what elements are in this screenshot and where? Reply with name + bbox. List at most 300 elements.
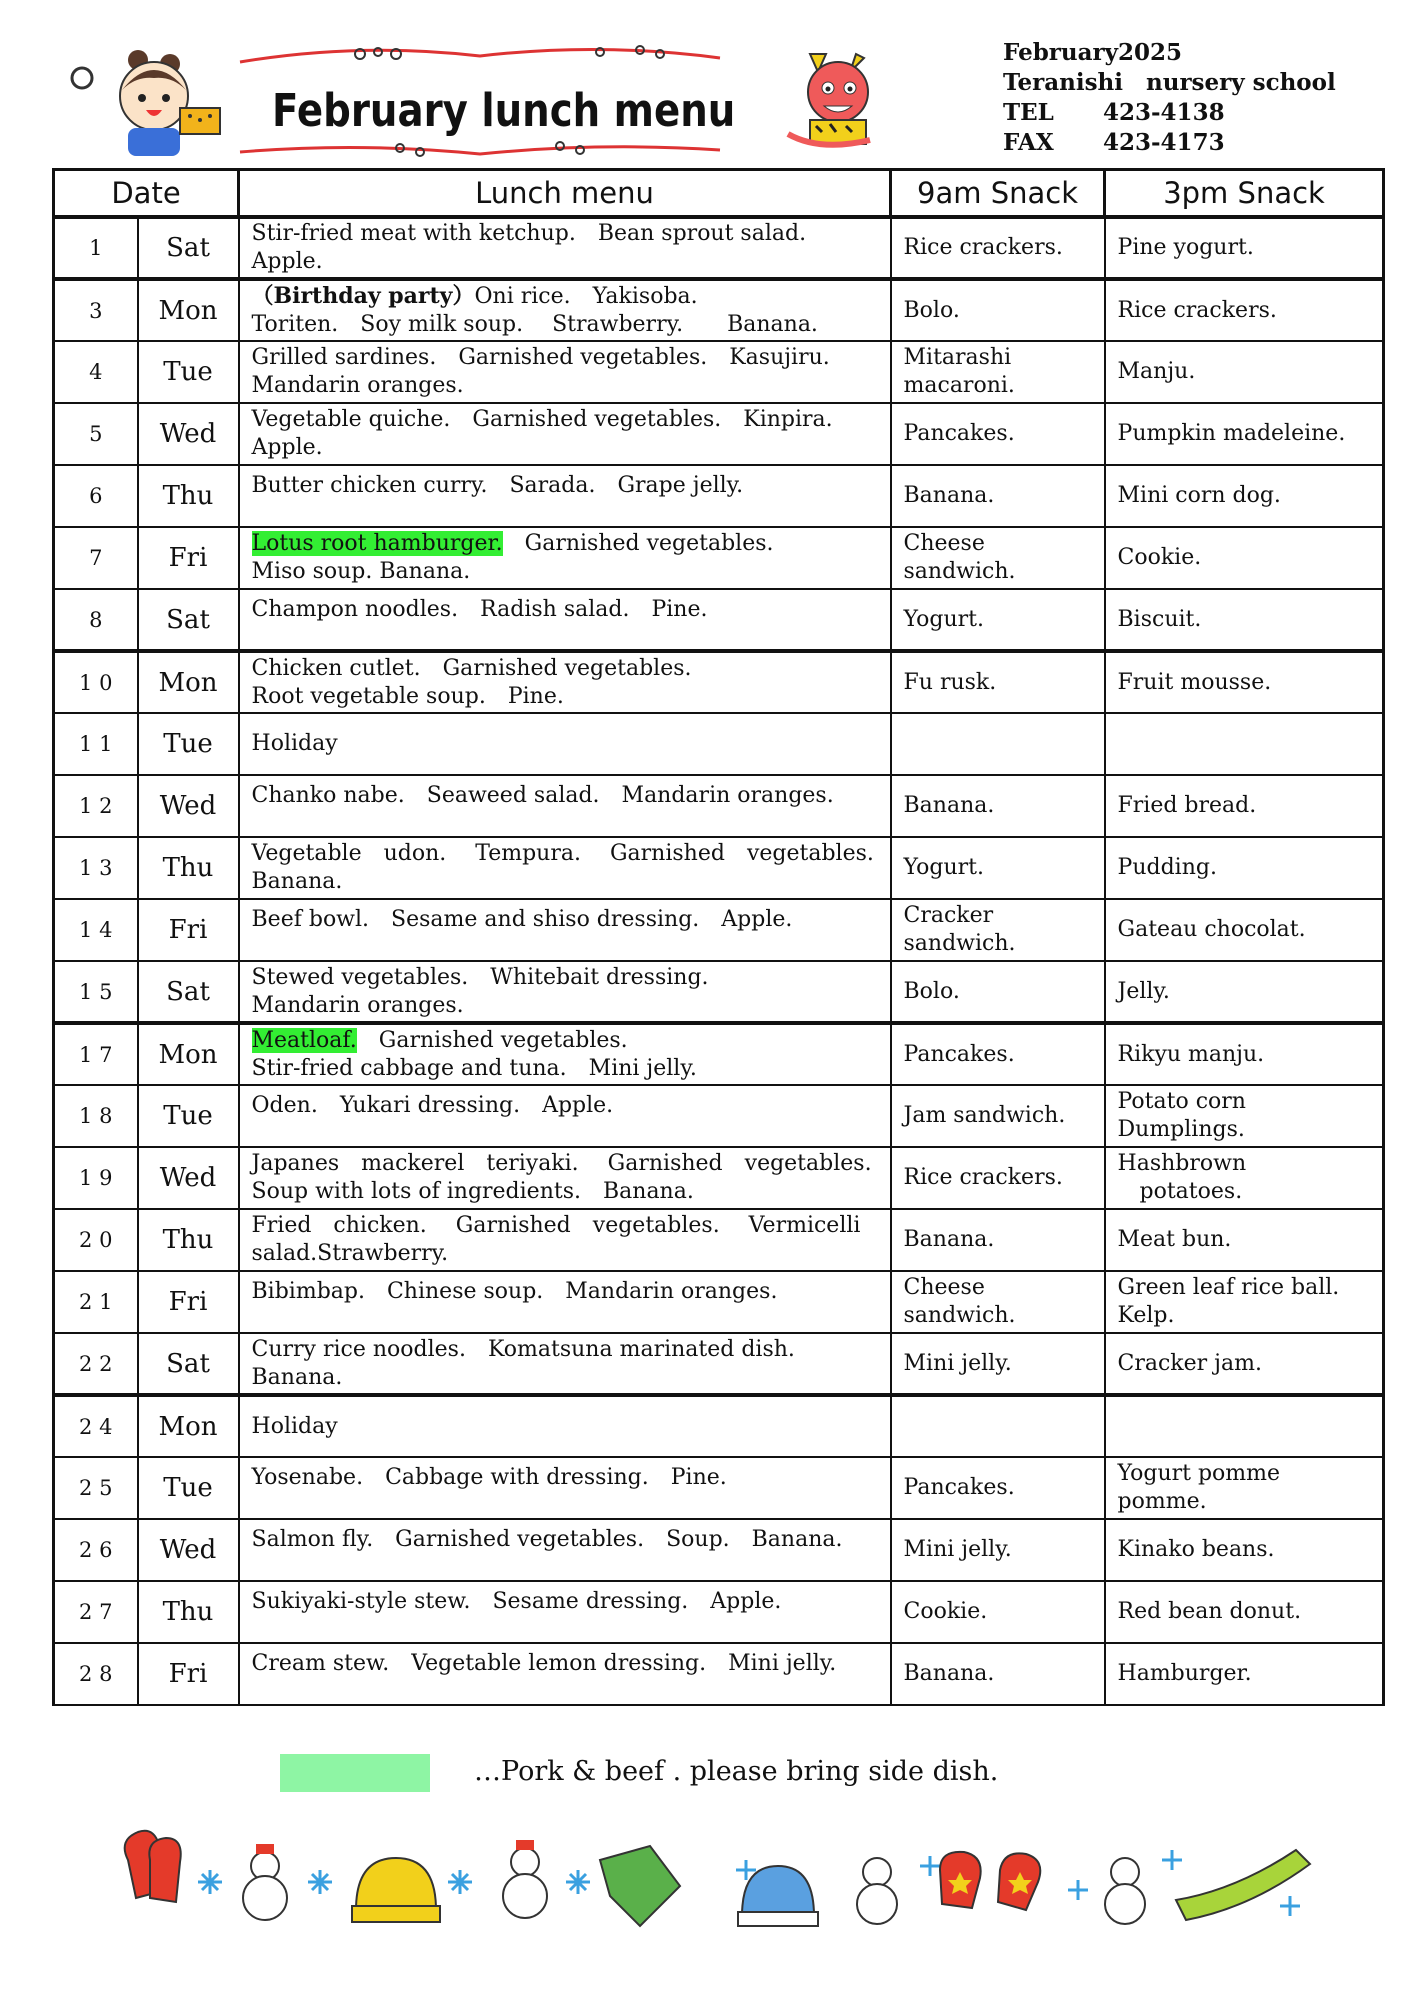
pm-snack: Cookie. bbox=[1117, 545, 1202, 570]
date-number-cell bbox=[54, 961, 138, 1023]
lunch-line-1 bbox=[252, 344, 878, 372]
table-header-row bbox=[54, 170, 1384, 218]
lunch-line-1 bbox=[252, 840, 878, 868]
am-snack-cell bbox=[891, 217, 1105, 279]
weekday: Fri bbox=[168, 1659, 208, 1689]
am-snack-cell bbox=[891, 775, 1105, 837]
pm-snack: Cracker jam. bbox=[1117, 1350, 1262, 1376]
birthday-party-label: （Birthday party） bbox=[251, 283, 475, 309]
date-number: 4 bbox=[89, 360, 103, 384]
lunch-line-2 bbox=[252, 1055, 878, 1083]
page-header bbox=[0, 0, 1413, 170]
pm-snack-cell bbox=[1105, 651, 1384, 713]
weekday: Sat bbox=[166, 1348, 210, 1379]
am-snack-cell bbox=[891, 403, 1105, 465]
am-snack-cell bbox=[891, 1581, 1105, 1643]
table-row bbox=[54, 403, 1384, 465]
pm-snack-cell bbox=[1105, 1581, 1384, 1643]
lunch-cell bbox=[239, 217, 891, 279]
lunch-text: Chanko nabe. Seaweed salad. Mandarin oranges. bbox=[251, 783, 834, 808]
date-number: 7 bbox=[89, 546, 103, 570]
lunch-line-2 bbox=[252, 1240, 878, 1268]
lunch-text: Vegetable quiche. Garnished vegetables. Kinpira. bbox=[251, 407, 833, 432]
oni-icon bbox=[760, 44, 910, 164]
lunch-line-1 bbox=[252, 472, 878, 500]
weekday-cell bbox=[138, 465, 239, 527]
lunch-text: Vegetable udon. Tempura. Garnished vegetables. bbox=[251, 841, 874, 866]
weekday: Fri bbox=[168, 543, 208, 573]
date-number-cell bbox=[54, 1457, 138, 1519]
weekday-cell bbox=[138, 1581, 239, 1643]
pm-snack: Hamburger. bbox=[1117, 1661, 1252, 1686]
am-snack: Yogurt. bbox=[903, 606, 984, 632]
lunch-line-1 bbox=[252, 655, 878, 683]
table-row bbox=[54, 961, 1384, 1023]
lunch-cell bbox=[239, 1643, 891, 1705]
weekday-cell bbox=[138, 961, 239, 1023]
lunch-line-1 bbox=[252, 1588, 878, 1616]
weekday: Thu bbox=[162, 481, 214, 511]
lunch-text: Curry rice noodles. Komatsuna marinated dish. bbox=[251, 1336, 795, 1362]
lunch-text: Yosenabe. Cabbage with dressing. Pine. bbox=[251, 1465, 727, 1490]
lunch-line-2 bbox=[252, 311, 878, 339]
weekday-cell bbox=[138, 1209, 239, 1271]
knit-hat-icon bbox=[352, 1858, 818, 1926]
am-snack-cell bbox=[891, 589, 1105, 651]
weekday: Thu bbox=[162, 853, 214, 883]
am-snack-cell bbox=[891, 1147, 1105, 1209]
pm-snack: Jelly. bbox=[1117, 978, 1170, 1004]
lunch-line-2 bbox=[252, 434, 878, 462]
lunch-line-1 bbox=[252, 1650, 878, 1678]
table-row bbox=[54, 775, 1384, 837]
pm-snack-cell bbox=[1105, 713, 1384, 775]
date-number: 2 4 bbox=[79, 1414, 113, 1439]
pm-snack-cell bbox=[1105, 1271, 1384, 1333]
table-row bbox=[54, 651, 1384, 713]
lunch-cell bbox=[239, 1147, 891, 1209]
lunch-cell bbox=[239, 465, 891, 527]
weekday: Sat bbox=[166, 604, 210, 635]
table-body bbox=[54, 217, 1384, 1705]
lunch-cell bbox=[239, 961, 891, 1023]
fax-line bbox=[1003, 128, 1336, 158]
girl-icon bbox=[62, 50, 232, 160]
weekday: Tue bbox=[163, 1101, 213, 1131]
lunch-cell bbox=[239, 589, 891, 651]
lunch-line-2 bbox=[252, 992, 878, 1020]
legend-text: …Pork & beef . please bring side dish. bbox=[474, 1756, 999, 1787]
am-snack: Banana. bbox=[903, 483, 995, 508]
weekday: Tue bbox=[163, 357, 213, 387]
date-number-cell bbox=[54, 403, 138, 465]
date-number-cell bbox=[54, 837, 138, 899]
mitten-icon bbox=[125, 1831, 181, 1902]
lunch-line-1 bbox=[252, 964, 878, 992]
lunch-line-1 bbox=[252, 1413, 878, 1441]
date-number-cell bbox=[54, 899, 138, 961]
table-row bbox=[54, 837, 1384, 899]
lunch-text: Salmon fly. Garnished vegetables. Soup. Banana. bbox=[251, 1527, 843, 1552]
am-snack-cell bbox=[891, 1209, 1105, 1271]
lunch-line-2 bbox=[252, 558, 878, 586]
date-number: 1 2 bbox=[79, 794, 113, 818]
weekday-cell bbox=[138, 713, 239, 775]
lunch-text: Holiday bbox=[251, 731, 338, 756]
lunch-text: Butter chicken curry. Sarada. Grape jelly. bbox=[251, 473, 744, 498]
lunch-line-1 bbox=[252, 906, 878, 934]
snowman-hat bbox=[256, 1840, 534, 1854]
pm-snack: Pumpkin madeleine. bbox=[1117, 421, 1346, 446]
table-row bbox=[54, 279, 1384, 341]
pm-snack-cell bbox=[1105, 1023, 1384, 1085]
table-row bbox=[54, 465, 1384, 527]
lunch-text: Banana. bbox=[251, 869, 343, 894]
info-date: February2025 bbox=[1003, 39, 1183, 66]
pm-snack-cell bbox=[1105, 1085, 1384, 1147]
lunch-line-1 bbox=[252, 1336, 878, 1364]
lunch-text: Chicken cutlet. Garnished vegetables. bbox=[251, 655, 692, 681]
date-number-cell bbox=[54, 589, 138, 651]
date-number-cell bbox=[54, 1519, 138, 1581]
am-snack-cell bbox=[891, 1395, 1105, 1457]
am-snack: Pancakes. bbox=[903, 1041, 1015, 1067]
lunch-line-1 bbox=[252, 1092, 878, 1120]
am-snack: Cheese sandwich. bbox=[903, 1275, 1016, 1328]
pm-snack: Mini corn dog. bbox=[1117, 483, 1281, 508]
lunch-line-1 bbox=[252, 782, 878, 810]
lunch-line-1 bbox=[252, 1526, 878, 1554]
date-number-cell bbox=[54, 1023, 138, 1085]
lunch-line-1 bbox=[252, 1027, 878, 1055]
table-row bbox=[54, 527, 1384, 589]
lunch-menu-table bbox=[52, 168, 1385, 1706]
table-row bbox=[54, 217, 1384, 279]
date-number: 8 bbox=[89, 607, 103, 632]
pork-beef-dish: Lotus root hamburger. bbox=[251, 531, 503, 556]
table-row bbox=[54, 341, 1384, 403]
table-row bbox=[54, 1209, 1384, 1271]
weekday: Mon bbox=[158, 1411, 218, 1442]
date-number-cell bbox=[54, 1581, 138, 1643]
mitten-icon bbox=[940, 1852, 1040, 1910]
pm-snack: Meat bun. bbox=[1117, 1227, 1232, 1252]
date-number-cell bbox=[54, 1395, 138, 1457]
lunch-line-2 bbox=[252, 1364, 878, 1392]
am-snack-cell bbox=[891, 837, 1105, 899]
am-snack-cell bbox=[891, 1333, 1105, 1395]
col-pm-snack: 3pm Snack bbox=[1105, 170, 1384, 218]
am-snack: Banana. bbox=[903, 1227, 995, 1252]
am-snack: Cheese sandwich. bbox=[903, 531, 1016, 584]
table-row bbox=[54, 1147, 1384, 1209]
lunch-line-1 bbox=[252, 1278, 878, 1306]
pm-snack-cell bbox=[1105, 899, 1384, 961]
am-snack-cell bbox=[891, 1271, 1105, 1333]
lunch-line-1 bbox=[252, 406, 878, 434]
date-number: 3 bbox=[89, 298, 103, 323]
lunch-line-1 bbox=[252, 1212, 878, 1240]
pm-snack: Biscuit. bbox=[1117, 606, 1202, 632]
am-snack-cell bbox=[891, 1519, 1105, 1581]
am-snack-cell bbox=[891, 651, 1105, 713]
pm-snack-cell bbox=[1105, 1519, 1384, 1581]
date-number: 2 7 bbox=[79, 1600, 113, 1624]
lunch-text: Grilled sardines. Garnished vegetables. Kasujiru. bbox=[251, 345, 830, 370]
date-number: 2 0 bbox=[79, 1228, 113, 1252]
lunch-line-2 bbox=[252, 1178, 878, 1206]
lunch-cell bbox=[239, 1395, 891, 1457]
am-snack: Pancakes. bbox=[903, 1475, 1015, 1500]
weekday: Sat bbox=[166, 976, 210, 1007]
lunch-text: Oni rice. Yakisoba. bbox=[474, 284, 698, 309]
lunch-text: Champon noodles. Radish salad. Pine. bbox=[251, 597, 708, 622]
pm-snack-cell bbox=[1105, 1395, 1384, 1457]
lunch-line-1 bbox=[252, 220, 878, 248]
date-number-cell bbox=[54, 341, 138, 403]
pm-snack-cell bbox=[1105, 1209, 1384, 1271]
date-number-cell bbox=[54, 1333, 138, 1395]
weekday-cell bbox=[138, 217, 239, 279]
am-snack-cell bbox=[891, 279, 1105, 341]
date-number: 1 3 bbox=[79, 856, 113, 880]
tel-line bbox=[1003, 98, 1336, 128]
am-snack-cell bbox=[891, 341, 1105, 403]
date-number-cell bbox=[54, 1271, 138, 1333]
weekday: Thu bbox=[162, 1597, 214, 1627]
lunch-text: Toriten. Soy milk soup. Strawberry. Banana. bbox=[251, 312, 818, 337]
date-number-cell bbox=[54, 527, 138, 589]
date-number: 5 bbox=[89, 422, 103, 446]
weekday-cell bbox=[138, 651, 239, 713]
weekday: Wed bbox=[159, 1163, 217, 1193]
lunch-cell bbox=[239, 403, 891, 465]
lunch-text: Stir-fried cabbage and tuna. Mini jelly. bbox=[251, 1055, 697, 1081]
pm-snack: Pine yogurt. bbox=[1117, 235, 1254, 260]
winter-decoration-footer bbox=[0, 1820, 1413, 1940]
lunch-cell bbox=[239, 837, 891, 899]
pm-snack: Yogurt pomme pomme. bbox=[1117, 1461, 1281, 1514]
weekday-cell bbox=[138, 775, 239, 837]
date-number: 2 6 bbox=[79, 1538, 113, 1562]
lunch-text: Sukiyaki-style stew. Sesame dressing. Apple. bbox=[251, 1589, 782, 1614]
am-snack: Fu rusk. bbox=[903, 669, 997, 695]
lunch-text: Apple. bbox=[251, 249, 323, 274]
pm-snack-cell bbox=[1105, 775, 1384, 837]
pm-snack: Pudding. bbox=[1117, 855, 1217, 880]
lunch-cell bbox=[239, 341, 891, 403]
am-snack-cell bbox=[891, 899, 1105, 961]
weekday-cell bbox=[138, 1643, 239, 1705]
date-number: 1 0 bbox=[79, 670, 113, 695]
lunch-cell bbox=[239, 1457, 891, 1519]
pm-snack: Manju. bbox=[1117, 359, 1196, 384]
lunch-cell bbox=[239, 1085, 891, 1147]
am-snack-cell bbox=[891, 1457, 1105, 1519]
am-snack: Pancakes. bbox=[903, 421, 1015, 446]
table-row bbox=[54, 1395, 1384, 1457]
table-row bbox=[54, 1333, 1384, 1395]
lunch-text: Mandarin oranges. bbox=[251, 373, 464, 398]
table-row bbox=[54, 1271, 1384, 1333]
am-snack-cell bbox=[891, 1643, 1105, 1705]
pm-snack-cell bbox=[1105, 217, 1384, 279]
pm-snack: Potato corn Dumplings. bbox=[1117, 1089, 1246, 1142]
lunch-text: Garnished vegetables. bbox=[502, 531, 774, 556]
table-row bbox=[54, 589, 1384, 651]
lunch-line-2 bbox=[252, 248, 878, 276]
lunch-text: Root vegetable soup. Pine. bbox=[251, 683, 564, 709]
date-number-cell bbox=[54, 1209, 138, 1271]
weekday-cell bbox=[138, 341, 239, 403]
date-number-cell bbox=[54, 1643, 138, 1705]
lunch-line-1 bbox=[252, 730, 878, 758]
table-row bbox=[54, 713, 1384, 775]
lunch-text: salad.Strawberry. bbox=[251, 1241, 449, 1266]
date-number: 1 9 bbox=[79, 1166, 113, 1190]
col-date: Date bbox=[54, 170, 239, 218]
weekday-cell bbox=[138, 1333, 239, 1395]
weekday: Wed bbox=[159, 419, 217, 449]
weekday-cell bbox=[138, 1147, 239, 1209]
weekday-cell bbox=[138, 1023, 239, 1085]
date-number-cell bbox=[54, 775, 138, 837]
fax-value: 423-4173 bbox=[1103, 129, 1225, 156]
pm-snack: Red bean donut. bbox=[1117, 1599, 1302, 1624]
pm-snack: Rikyu manju. bbox=[1117, 1041, 1265, 1067]
am-snack: Cookie. bbox=[903, 1599, 988, 1624]
am-snack-cell bbox=[891, 713, 1105, 775]
am-snack: Mini jelly. bbox=[903, 1350, 1012, 1376]
am-snack-cell bbox=[891, 465, 1105, 527]
date-number: 1 1 bbox=[79, 732, 113, 756]
pm-snack-cell bbox=[1105, 341, 1384, 403]
weekday: Fri bbox=[168, 1287, 208, 1317]
pm-snack-cell bbox=[1105, 1457, 1384, 1519]
lunch-text: Beef bowl. Sesame and shiso dressing. Apple. bbox=[251, 907, 793, 932]
lunch-line-1 bbox=[252, 282, 878, 311]
table-row bbox=[54, 1085, 1384, 1147]
date-number: 1 5 bbox=[79, 979, 113, 1004]
am-snack: Banana. bbox=[903, 793, 995, 818]
am-snack-cell bbox=[891, 1023, 1105, 1085]
weekday: Mon bbox=[158, 1039, 218, 1070]
lunch-text: Mandarin oranges. bbox=[251, 992, 464, 1018]
date-number-cell bbox=[54, 1147, 138, 1209]
table-row bbox=[54, 899, 1384, 961]
date-number: 2 8 bbox=[79, 1662, 113, 1686]
lunch-cell bbox=[239, 527, 891, 589]
date-number-cell bbox=[54, 651, 138, 713]
am-snack-cell bbox=[891, 527, 1105, 589]
am-snack: Yogurt. bbox=[903, 855, 984, 880]
weekday: Wed bbox=[159, 1535, 217, 1565]
lunch-line-1 bbox=[252, 1150, 878, 1178]
lunch-cell bbox=[239, 1333, 891, 1395]
weekday: Wed bbox=[159, 791, 217, 821]
lunch-text: Garnished vegetables. bbox=[356, 1027, 628, 1053]
weekday-cell bbox=[138, 1519, 239, 1581]
am-snack: Bolo. bbox=[903, 297, 960, 323]
am-snack: Mini jelly. bbox=[903, 1537, 1012, 1562]
pm-snack-cell bbox=[1105, 465, 1384, 527]
pm-snack-cell bbox=[1105, 961, 1384, 1023]
tel-value: 423-4138 bbox=[1103, 99, 1225, 126]
legend-swatch bbox=[280, 1754, 430, 1792]
lunch-cell bbox=[239, 1271, 891, 1333]
date-number: 1 4 bbox=[79, 918, 113, 942]
pork-beef-dish: Meatloaf. bbox=[251, 1027, 357, 1053]
pm-snack: Gateau chocolat. bbox=[1117, 917, 1306, 942]
table-row bbox=[54, 1023, 1384, 1085]
lunch-text: Oden. Yukari dressing. Apple. bbox=[251, 1093, 614, 1118]
lunch-cell bbox=[239, 1023, 891, 1085]
pm-snack-cell bbox=[1105, 403, 1384, 465]
lunch-cell bbox=[239, 279, 891, 341]
date-number: 1 7 bbox=[79, 1042, 113, 1067]
weekday: Mon bbox=[158, 295, 218, 326]
lunch-line-2 bbox=[252, 868, 878, 896]
am-snack: Rice crackers. bbox=[903, 235, 1063, 260]
pm-snack: Hashbrown potatoes. bbox=[1117, 1151, 1247, 1204]
am-snack: Jam sandwich. bbox=[903, 1103, 1066, 1128]
date-number-cell bbox=[54, 465, 138, 527]
date-number: 6 bbox=[89, 484, 103, 508]
am-snack-cell bbox=[891, 961, 1105, 1023]
lunch-line-2 bbox=[252, 683, 878, 711]
pm-snack: Kinako beans. bbox=[1117, 1537, 1275, 1562]
date-number-cell bbox=[54, 279, 138, 341]
date-number: 2 1 bbox=[79, 1290, 113, 1314]
lunch-cell bbox=[239, 899, 891, 961]
lunch-text: Japanes mackerel teriyaki. Garnished vegetables. bbox=[251, 1151, 872, 1176]
table-row bbox=[54, 1643, 1384, 1705]
weekday-cell bbox=[138, 403, 239, 465]
pm-snack-cell bbox=[1105, 1643, 1384, 1705]
lunch-cell bbox=[239, 1581, 891, 1643]
lunch-line-1 bbox=[252, 530, 878, 558]
lunch-text: Bibimbap. Chinese soup. Mandarin oranges. bbox=[251, 1279, 778, 1304]
table-row bbox=[54, 1581, 1384, 1643]
school-info bbox=[1003, 38, 1336, 158]
am-snack: Mitarashi macaroni. bbox=[903, 345, 1015, 398]
date-number-cell bbox=[54, 217, 138, 279]
lunch-text: Miso soup. Banana. bbox=[251, 559, 471, 584]
lunch-text: Cream stew. Vegetable lemon dressing. Mini jelly. bbox=[251, 1651, 837, 1676]
weekday: Thu bbox=[162, 1225, 214, 1255]
am-snack: Bolo. bbox=[903, 978, 960, 1004]
lunch-cell bbox=[239, 651, 891, 713]
pm-snack: Rice crackers. bbox=[1117, 297, 1277, 323]
lunch-text: Holiday bbox=[251, 1413, 338, 1439]
pm-snack: Fruit mousse. bbox=[1117, 669, 1272, 695]
am-snack: Rice crackers. bbox=[903, 1165, 1063, 1190]
pm-snack-cell bbox=[1105, 1147, 1384, 1209]
am-snack: Banana. bbox=[903, 1661, 995, 1686]
pm-snack-cell bbox=[1105, 279, 1384, 341]
weekday-cell bbox=[138, 527, 239, 589]
lunch-text: Banana. bbox=[251, 1364, 343, 1390]
school-name: Teranishi nursery school bbox=[1003, 69, 1336, 96]
date-number: 2 5 bbox=[79, 1476, 113, 1500]
pm-snack: Fried bread. bbox=[1117, 793, 1257, 818]
table-row bbox=[54, 1457, 1384, 1519]
lunch-line-2 bbox=[252, 372, 878, 400]
pm-snack-cell bbox=[1105, 589, 1384, 651]
tel-label: TEL bbox=[1003, 99, 1054, 126]
table-row bbox=[54, 1519, 1384, 1581]
lunch-cell bbox=[239, 775, 891, 837]
